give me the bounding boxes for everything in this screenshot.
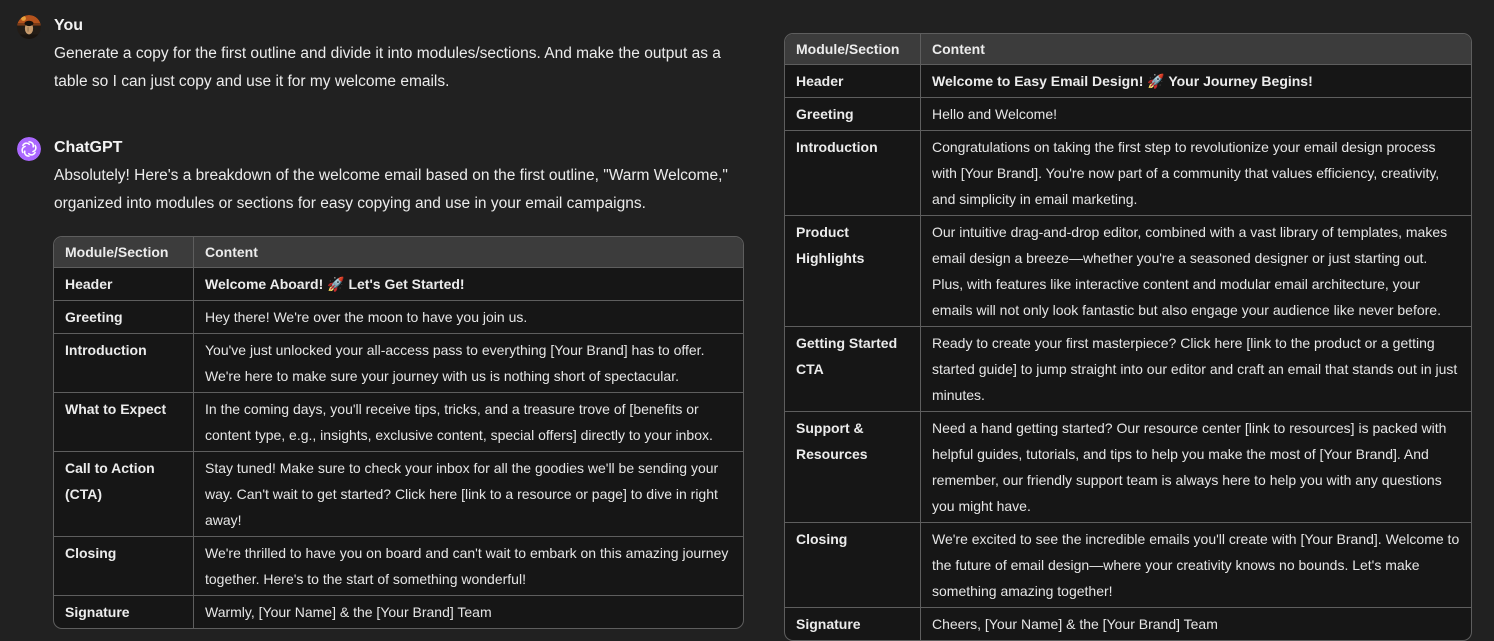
module-cell: Closing [54,537,194,596]
assistant-message-text: Absolutely! Here's a breakdown of the welcome email based on the first outline, "Warm Welcome," organized into modules or sections for easy copying and use in your email campaigns. [54,167,728,212]
user-avatar [17,15,41,39]
user-message-text: Generate a copy for the first outline and divide it into modules/sections. And make the output as a table so I can just copy and use it for my welcome emails. [54,45,721,90]
module-cell: Header [785,65,921,98]
table-row [785,327,1471,412]
column-header-module-section: Module/Section [785,34,921,65]
content-cell: You've just unlocked your all-access pass to everything [Your Brand] has to offer. We're here to make sure your journey with us is nothing short of spectacular. [194,334,744,393]
table-row [785,65,1471,98]
welcome-email-table-right [784,33,1472,641]
content-cell: Need a hand getting started? Our resource center [link to resources] is packed with helpful guides, tutorials, and tips to help you make the most of [Your Brand]. And remember, our friendly support team is always here to help you with any questions you might have. [921,412,1472,523]
table-row [54,301,743,334]
table-header-row [785,34,1471,65]
content-cell: Stay tuned! Make sure to check your inbox for all the goodies we'll be sending your way. Can't wait to get started? Click here [link to a resource or page] to dive in right away! [194,452,744,537]
table-row [785,608,1471,641]
module-cell: Support & Resources [785,412,921,523]
module-cell: Header [54,268,194,301]
column-header-content: Content [194,237,744,268]
module-cell: Signature [54,596,194,629]
table-row [54,268,743,301]
module-cell: Signature [785,608,921,641]
content-cell: In the coming days, you'll receive tips, tricks, and a treasure trove of [benefits or content type, e.g., insights, exclusive content, special offers] directly to your inbox. [194,393,744,452]
content-cell: Hello and Welcome! [921,98,1472,131]
module-cell: Greeting [54,301,194,334]
content-cell: Congratulations on taking the first step to revolutionize your email design process with [Your Brand]. You're now part of a community that values efficiency, creativity, and simplicity in email marketing. [921,131,1472,216]
table-row [785,216,1471,327]
table-row [54,393,743,452]
table-row [54,596,743,629]
table-row [785,131,1471,216]
table-row [54,537,743,596]
content-cell: Hey there! We're over the moon to have you join us. [194,301,744,334]
table-header-row [54,237,743,268]
module-cell: Closing [785,523,921,608]
content-cell: We're excited to see the incredible emails you'll create with [Your Brand]. Welcome to the future of email design—where your creativity knows no bounds. Let's make something amazing together! [921,523,1472,608]
assistant-message [17,136,747,218]
content-cell: Warmly, [Your Name] & the [Your Brand] Team [194,596,744,629]
content-cell: Cheers, [Your Name] & the [Your Brand] Team [921,608,1472,641]
module-cell: What to Expect [54,393,194,452]
module-cell: Getting Started CTA [785,327,921,412]
content-cell: Welcome Aboard! 🚀 Let's Get Started! [205,276,465,292]
assistant-name-label: ChatGPT [54,139,123,156]
module-cell: Product Highlights [785,216,921,327]
module-cell: Greeting [785,98,921,131]
module-cell: Call to Action (CTA) [54,452,194,537]
content-cell: Ready to create your first masterpiece? Click here [link to the product or a getting started guide] to jump straight into our editor and craft an email that stands out in just minutes. [921,327,1472,412]
content-cell: Our intuitive drag-and-drop editor, combined with a vast library of templates, makes email design a breeze—whether you're a seasoned designer or just starting out. Plus, with features like interactive content and modular email architecture, your emails will not only look fantastic but also engage your audience like never before. [921,216,1472,327]
table-row [54,452,743,537]
chatgpt-logo-icon [17,137,41,161]
column-header-module-section: Module/Section [54,237,194,268]
module-cell: Introduction [785,131,921,216]
table-row [785,523,1471,608]
module-cell: Introduction [54,334,194,393]
welcome-email-table-left [53,236,744,629]
content-cell: Welcome to Easy Email Design! 🚀 Your Journey Begins! [932,73,1313,89]
user-name-label: You [54,17,84,34]
table-row [785,98,1471,131]
table-row [785,412,1471,523]
user-message [17,14,747,96]
table-row [54,334,743,393]
column-header-content: Content [921,34,1472,65]
content-cell: We're thrilled to have you on board and can't wait to embark on this amazing journey together. Here's to the start of something wonderful! [194,537,744,596]
